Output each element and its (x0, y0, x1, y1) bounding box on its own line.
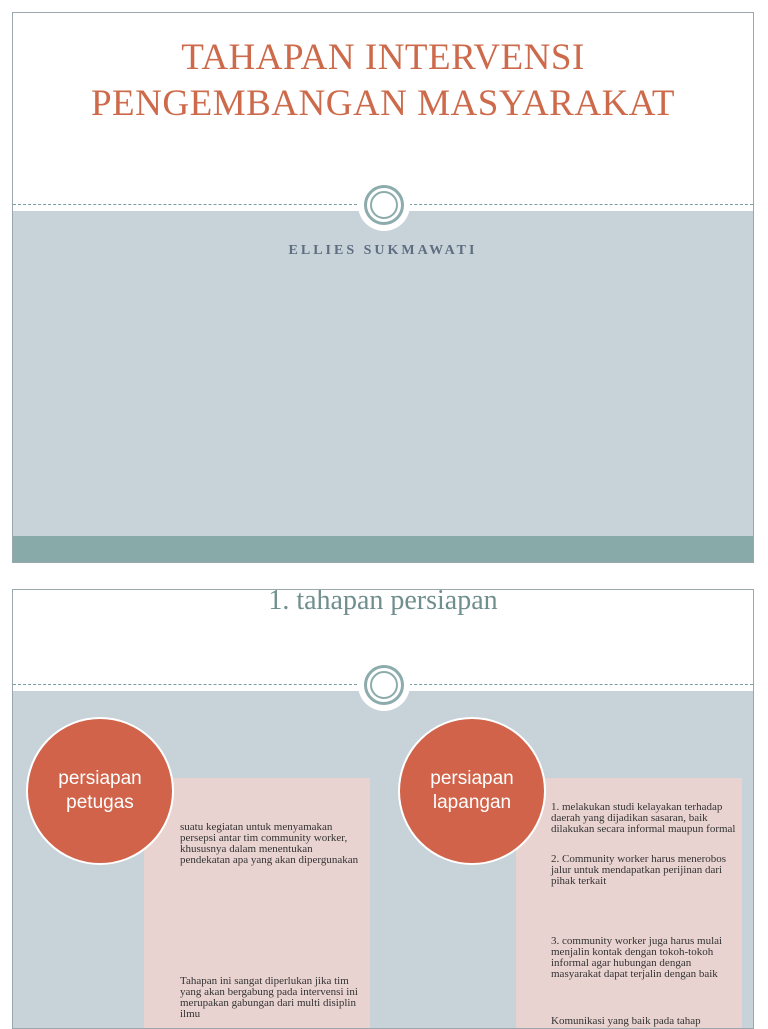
petugas-paragraph-2: Tahapan ini sangat diperlukan jika tim yang akan bergabung pada intervensi ini merupakan gabungan dari multi disiplin ilmu (180, 975, 358, 1020)
footer-band (13, 536, 753, 562)
ring-ornament-icon (364, 665, 404, 705)
lapangan-item-4: Komunikasi yang baik pada tahap (551, 1015, 701, 1027)
lapangan-item-1: 1. melakukan studi kelayakan terhadap daerah yang dijadikan sasaran, baik dilakukan secara informal maupun formal (551, 801, 736, 835)
lapangan-item-2: 2. Community worker harus menerobos jalur untuk mendapatkan perijinan dari pihak terkait (551, 853, 727, 887)
content-slide (12, 589, 754, 1029)
title-slide (12, 12, 754, 563)
slide-title: 1. tahapan persiapan (268, 589, 498, 616)
ring-inner (370, 191, 398, 219)
persiapan-petugas-circle: persiapan petugas (26, 717, 174, 865)
lapangan-item-3: 3. community worker juga harus mulai menjalin kontak dengan tokoh-tokoh informal agar hubungan dengan masyarakat dapat terjalin dengan baik (551, 935, 723, 980)
ring-inner (370, 671, 398, 699)
subtitle-area (13, 211, 753, 538)
petugas-paragraph-1: suatu kegiatan untuk menyamakan persepsi antar tim community worker, khususnya dalam menentukan pendekatan apa yang akan dipergunakan (180, 821, 359, 866)
ring-ornament-icon (364, 185, 404, 225)
author-subtitle: ELLIES SUKMAWATI (288, 243, 478, 258)
title-line-2: PENGEMBANGAN MASYARAKAT (90, 83, 676, 124)
presentation-title (13, 35, 753, 127)
persiapan-lapangan-circle: persiapan lapangan (398, 717, 546, 865)
title-line-1: TAHAPAN INTERVENSI (181, 37, 585, 78)
